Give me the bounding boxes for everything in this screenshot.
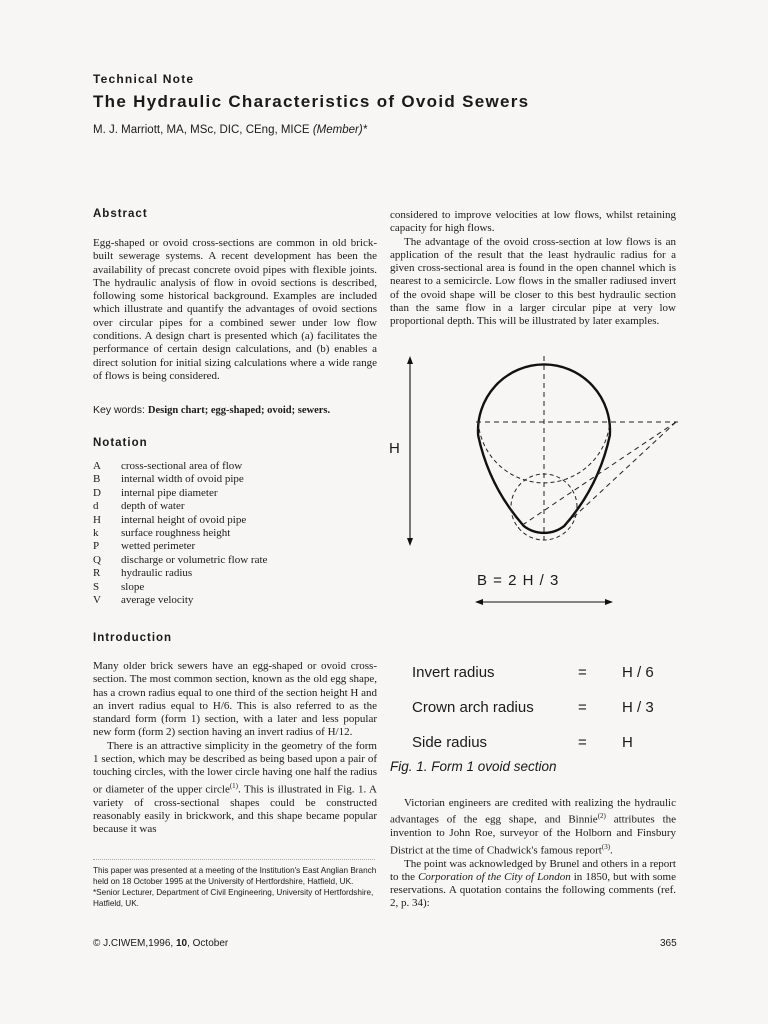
invert-radius-value: H / 6 (622, 664, 654, 681)
notation-row (93, 487, 383, 500)
notation-description: cross-sectional area of flow (121, 460, 243, 472)
footnote-divider (93, 859, 375, 860)
right-paragraph-2: The advantage of the ovoid cross-section at low flows is an application of the result that the least hydraulic radius for a given cross-sectional area is found in the open channel which is nearest to a semicircle. Low flows in the smaller radiused invert of the ovoid shape will be closer to this best hydraulic section than the same flow in a larger circular pipe at very low proportional depth. This will be illustrated by later examples. (390, 235, 676, 328)
abstract-heading: Abstract (93, 208, 148, 220)
right-p3-text-b: attributes the invention to John Roe, surveyor of the Holborn and Finsbury District at the time of Chadwick's famous report (390, 813, 677, 857)
figure-caption: Fig. 1. Form 1 ovoid section (390, 759, 557, 774)
notation-row (93, 581, 383, 594)
notation-description: average velocity (121, 594, 194, 607)
notation-symbol: H (93, 513, 101, 526)
intro-p2-text-a: There is an attractive simplicity in the geometry of the form 1 section, which may be described as being based upon a pair of touching circles, with the lower circle having one half the radius or diameter of the upper circle (93, 739, 377, 796)
width-dimension-arrow (475, 599, 613, 605)
notation-row (93, 554, 383, 567)
notation-symbol: S (93, 580, 100, 593)
notation-description: depth of water (121, 500, 185, 513)
notation-description: discharge or volumetric flow rate (121, 553, 268, 566)
notation-heading: Notation (93, 437, 148, 449)
notation-symbol: k (93, 527, 99, 540)
journal-citation (93, 938, 228, 949)
notation-row (93, 567, 383, 580)
notation-description: hydraulic radius (121, 567, 193, 580)
height-dimension-arrow (407, 356, 413, 546)
width-label: B = 2 H / 3 (477, 572, 560, 589)
intro-ref-1: (1) (229, 781, 239, 790)
notation-symbol: B (93, 473, 101, 486)
keywords-list: Design chart; egg-shaped; ovoid; sewers. (147, 405, 331, 416)
right-ref-3: (3) (601, 842, 611, 851)
notation-row (93, 594, 383, 607)
author-membership: (Member)* (312, 124, 368, 136)
notation-description: internal pipe diameter (121, 486, 218, 499)
crown-arch-radius-label: Crown arch radius (412, 699, 534, 716)
height-label: H (389, 440, 400, 457)
intro-paragraph-1: Many older brick sewers have an egg-shaped or ovoid cross-section. The most common section, known as the old egg shape, has a crown radius equal to one third of the section height H and an invert radius equal to H/6. This is also referred to as the standard form (form 1) section, with a later and less popular new form (form 2) section having an invert radius of H/12. (93, 660, 377, 739)
paper-title: The Hydraulic Characteristics of Ovoid Sewers (93, 92, 530, 111)
crown-arch-radius-value: H / 3 (622, 699, 654, 716)
keywords-label: Key words: (93, 404, 145, 416)
notation-symbol: A (93, 460, 101, 472)
abstract-body: Egg-shaped or ovoid cross-sections are common in old brick-built sewerage systems. A recent development has been the availability of precast concrete ovoid pipes with flexible joints. The hydraulic analysis of flow in ovoid sections is described, following some historical background. Examples are included which illustrate and quantify the advantages of ovoid sections over circular pipes for a combined sewer under low flow conditions. A design chart is presented which (a) facilitates the performance of certain design calculations, and (b) enables a direct solution for initial sizing calculations where a wide range of flows is being considered. (93, 237, 377, 382)
side-radius-label: Side radius (412, 734, 488, 751)
notation-description: surface roughness height (121, 527, 231, 540)
invert-radius-equals: = (578, 664, 587, 681)
right-column-top-text (390, 209, 676, 329)
notation-row (93, 460, 383, 473)
author-line (93, 124, 367, 136)
note-type-label: Technical Note (93, 72, 195, 86)
right-p4-italic: Corporation of the City of London (418, 870, 571, 883)
notation-symbol: R (93, 567, 101, 580)
notation-symbol: d (93, 500, 99, 513)
right-column-bottom-text (390, 797, 676, 911)
right-paragraph-4 (390, 858, 676, 911)
side-radius-line-lower (564, 422, 676, 526)
right-p3-text-a: Victorian engineers are credited with realizing the hydraulic advantages of the egg shape, and Binnie (390, 797, 676, 826)
notation-symbol: D (93, 486, 101, 499)
notation-symbol: V (93, 594, 101, 607)
citation-month: , October (187, 938, 229, 949)
notation-row (93, 540, 383, 553)
citation-volume: 10 (175, 938, 188, 949)
right-paragraph-3 (390, 797, 676, 858)
intro-paragraph-2 (93, 740, 377, 837)
notation-symbol: Q (93, 553, 101, 566)
right-p3-text-c: . (610, 844, 613, 857)
crown-arch-radius-equals: = (578, 699, 587, 716)
ovoid-section-figure (380, 350, 690, 610)
footnote-presentation: This paper was presented at a meeting of the Institution's East Anglian Branch held on 18 October 1995 at the University of Hertfordshire, Hatfield, UK. (93, 866, 377, 886)
introduction-heading: Introduction (93, 632, 173, 644)
page-number: 365 (660, 938, 677, 949)
notation-row (93, 514, 383, 527)
notation-row (93, 527, 383, 540)
footnote-affiliation: *Senior Lecturer, Department of Civil Engineering, University of Hertfordshire, Hatfield, UK. (93, 888, 374, 908)
notation-row (93, 500, 383, 513)
notation-description: wetted perimeter (121, 540, 196, 553)
notation-row (93, 473, 383, 486)
right-p4-text-b: in 1850, but with some reservations. A quotation contains the following comments (ref. 2, p. 34): (390, 870, 676, 910)
keywords-line (93, 404, 330, 416)
citation-prefix: © J.CIWEM,1996, (93, 938, 176, 949)
intro-p2-text-b: . This is illustrated in Fig. 1. A variety of cross-sectional shapes could be constructed reasonably easily in brickwork, and this shape became popular because it was (93, 783, 377, 836)
side-radius-value: H (622, 734, 633, 751)
invert-radius-label: Invert radius (412, 664, 495, 681)
right-paragraph-1: considered to improve velocities at low flows, whilst retaining capacity for high flows. (390, 209, 676, 235)
right-p4-text-a: The point was acknowledged by Brunel and others in a report to the (390, 857, 676, 883)
right-ref-2: (2) (597, 812, 606, 821)
notation-symbol: P (93, 540, 100, 553)
side-radius-equals: = (578, 734, 587, 751)
notation-description: internal height of ovoid pipe (121, 513, 247, 526)
notation-list (93, 460, 383, 607)
author-names: M. J. Marriott, MA, MSc, DIC, CEng, MICE (93, 124, 310, 136)
notation-description: slope (121, 580, 145, 593)
notation-description: internal width of ovoid pipe (121, 473, 244, 486)
footnotes (93, 865, 378, 909)
introduction-body (93, 660, 377, 837)
